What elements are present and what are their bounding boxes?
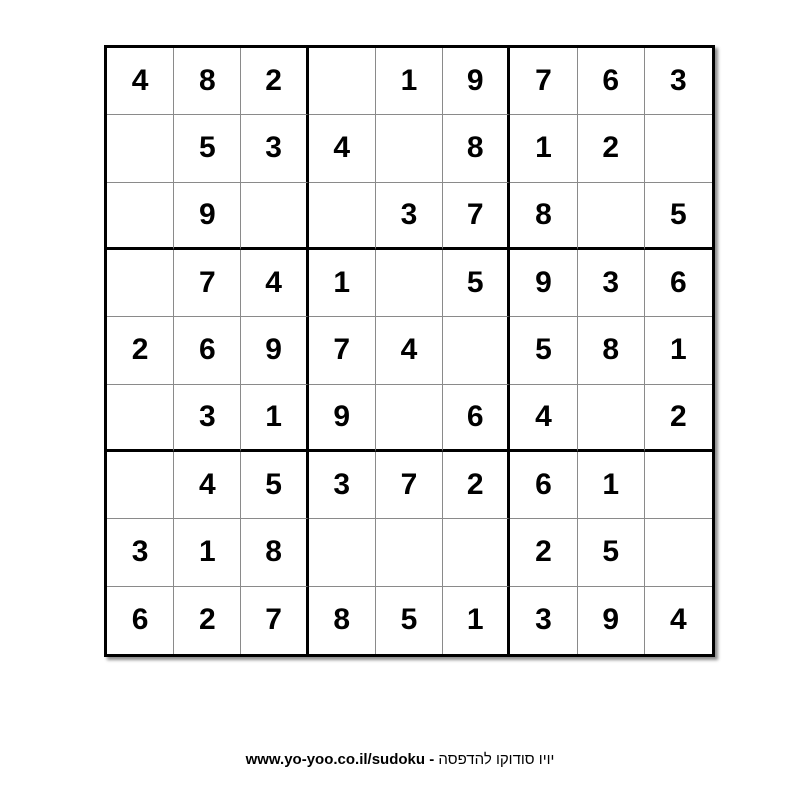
cell-r7c8[interactable]: 1 [578,452,645,519]
cell-r1c5[interactable]: 1 [376,48,443,115]
cell-r2c3[interactable]: 3 [241,115,308,182]
cell-r5c5[interactable]: 4 [376,317,443,384]
cell-r2c4[interactable]: 4 [309,115,376,182]
sudoku-grid [104,45,715,657]
cell-r6c7[interactable]: 4 [510,385,577,452]
cell-r4c4[interactable]: 1 [309,250,376,317]
cell-r7c4[interactable]: 3 [309,452,376,519]
cell-r2c1[interactable] [107,115,174,182]
cell-r5c1[interactable]: 2 [107,317,174,384]
cell-r8c9[interactable] [645,519,712,586]
cell-r5c2[interactable]: 6 [174,317,241,384]
cell-r7c5[interactable]: 7 [376,452,443,519]
cell-r6c4[interactable]: 9 [309,385,376,452]
cell-r6c2[interactable]: 3 [174,385,241,452]
cell-r4c8[interactable]: 3 [578,250,645,317]
cell-r9c7[interactable]: 3 [510,587,577,654]
cell-r3c4[interactable] [309,183,376,250]
cell-r3c2[interactable]: 9 [174,183,241,250]
cell-r9c9[interactable]: 4 [670,603,687,637]
cell-r4c9[interactable]: 6 [645,250,712,317]
cell-r8c3[interactable]: 8 [241,519,308,586]
cell-r2c9[interactable] [645,115,712,182]
footer-url[interactable]: www.yo-yoo.co.il/sudoku [245,751,426,768]
cell-r5c8[interactable]: 8 [578,317,645,384]
cell-r9c1[interactable]: 6 [107,587,174,654]
cell-r7c6[interactable]: 2 [443,452,510,519]
cell-r4c7[interactable]: 9 [510,250,577,317]
cell-r6c9[interactable]: 2 [645,385,712,452]
cell-r3c3[interactable] [241,183,308,250]
cell-r8c8[interactable]: 5 [578,519,645,586]
cell-r9c4[interactable]: 8 [309,587,376,654]
cell-r9c6[interactable]: 1 [443,587,510,654]
cell-r7c7[interactable]: 6 [510,452,577,519]
cell-r4c2[interactable]: 7 [174,250,241,317]
cell-r2c6[interactable]: 8 [443,115,510,182]
cell-r9c2[interactable]: 2 [174,587,241,654]
cell-r9c8[interactable]: 9 [578,587,645,654]
cell-r5c4[interactable]: 7 [309,317,376,384]
cell-r2c2[interactable]: 5 [174,115,241,182]
cell-r3c6[interactable]: 7 [443,183,510,250]
cell-r3c5[interactable]: 3 [376,183,443,250]
cell-r6c1[interactable] [107,385,174,452]
cell-r8c1[interactable]: 3 [107,519,174,586]
cell-r8c4[interactable] [309,519,376,586]
cell-r2c8[interactable]: 2 [578,115,645,182]
cell-r4c1[interactable] [107,250,174,317]
cell-r7c9[interactable] [645,452,712,519]
cell-r6c6[interactable]: 6 [443,385,510,452]
cell-r1c1[interactable]: 4 [107,48,174,115]
site-footer [0,751,800,768]
cell-r7c3[interactable]: 5 [241,452,308,519]
cell-r8c7[interactable]: 2 [510,519,577,586]
cell-r8c5[interactable] [376,519,443,586]
cell-r1c3[interactable]: 2 [241,48,308,115]
cell-r6c8[interactable] [578,385,645,452]
cell-r5c6[interactable] [443,317,510,384]
cell-r8c6[interactable] [443,519,510,586]
cell-r4c5[interactable] [376,250,443,317]
cell-r2c5[interactable] [376,115,443,182]
cell-r3c9[interactable]: 5 [645,183,712,250]
cell-r3c1[interactable] [107,183,174,250]
cell-r1c6[interactable]: 9 [443,48,510,115]
cell-r6c3[interactable]: 1 [241,385,308,452]
footer-hebrew-title: יויו סודוקו להדפסה [438,751,555,768]
cell-r5c7[interactable]: 5 [510,317,577,384]
cell-r1c8[interactable]: 6 [578,48,645,115]
cell-r9c3[interactable]: 7 [241,587,308,654]
cell-r4c6[interactable]: 5 [443,250,510,317]
cell-r1c4[interactable] [309,48,376,115]
cell-r7c1[interactable] [107,452,174,519]
footer-separator: - [425,751,439,768]
cell-r6c5[interactable] [376,385,443,452]
cell-r1c9[interactable]: 3 [645,48,712,115]
cell-r3c7[interactable]: 8 [510,183,577,250]
cell-r4c3[interactable]: 4 [241,250,308,317]
cell-r5c9[interactable]: 1 [645,317,712,384]
cell-r3c8[interactable] [578,183,645,250]
cell-r1c2[interactable]: 8 [174,48,241,115]
cell-r9c5[interactable]: 5 [376,587,443,654]
cell-r1c7[interactable]: 7 [510,48,577,115]
cell-r2c7[interactable]: 1 [510,115,577,182]
cell-r8c2[interactable]: 1 [174,519,241,586]
cell-r5c3[interactable]: 9 [241,317,308,384]
cell-r7c2[interactable]: 4 [174,452,241,519]
